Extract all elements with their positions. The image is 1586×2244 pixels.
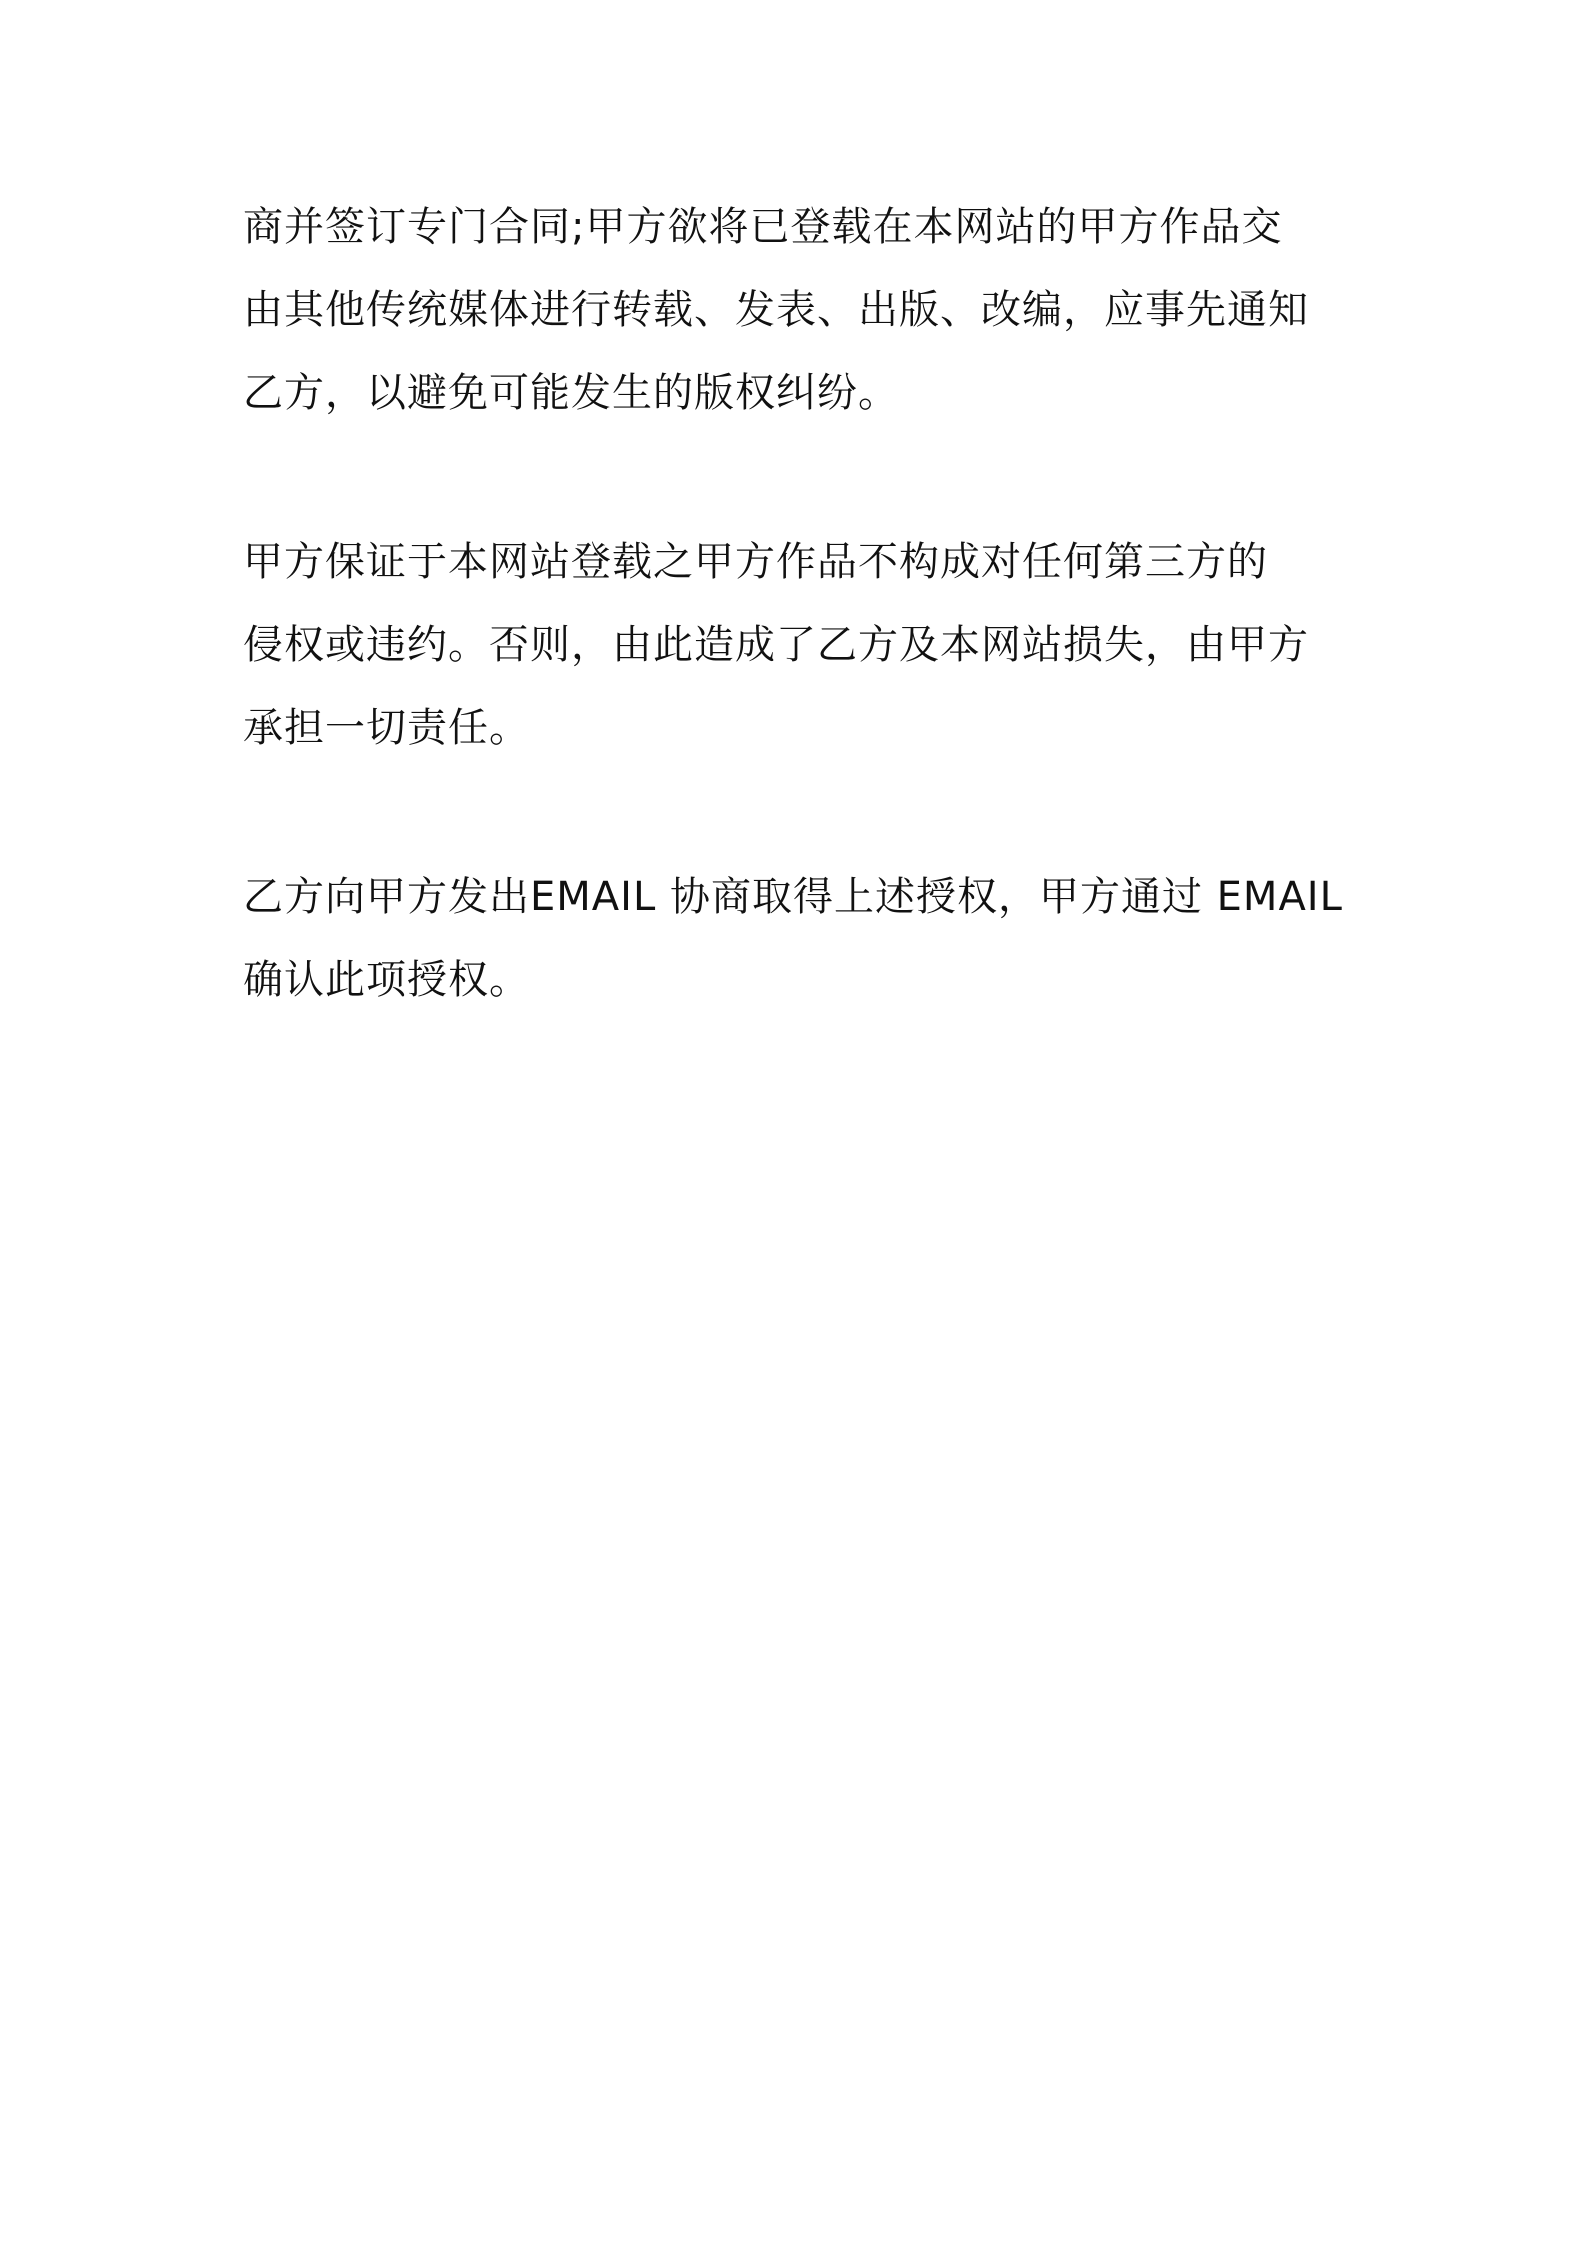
document-body (243, 186, 1353, 1022)
text-line: 确认此项授权。 (243, 957, 530, 1003)
text-line: 由其他传统媒体进行转载、发表、出版、改编，应事先通知 (243, 287, 1309, 333)
text-line: 乙方向甲方发出EMAIL 协商取得上述授权，甲方通过 EMAIL (243, 874, 1343, 920)
text-line: 侵权或违约。否则，由此造成了乙方及本网站损失，由甲方 (243, 622, 1309, 668)
text-line: 甲方保证于本网站登载之甲方作品不构成对任何第三方的 (243, 539, 1268, 585)
paragraph-liability (243, 521, 1353, 770)
text-line: 商并签订专门合同;甲方欲将已登载在本网站的甲方作品交 (243, 204, 1283, 250)
text-line: 乙方，以避免可能发生的版权纠纷。 (243, 370, 899, 416)
paragraph-email-authorization (243, 856, 1353, 1022)
text-line: 承担一切责任。 (243, 705, 530, 751)
paragraph-copyright-notice (243, 186, 1353, 435)
